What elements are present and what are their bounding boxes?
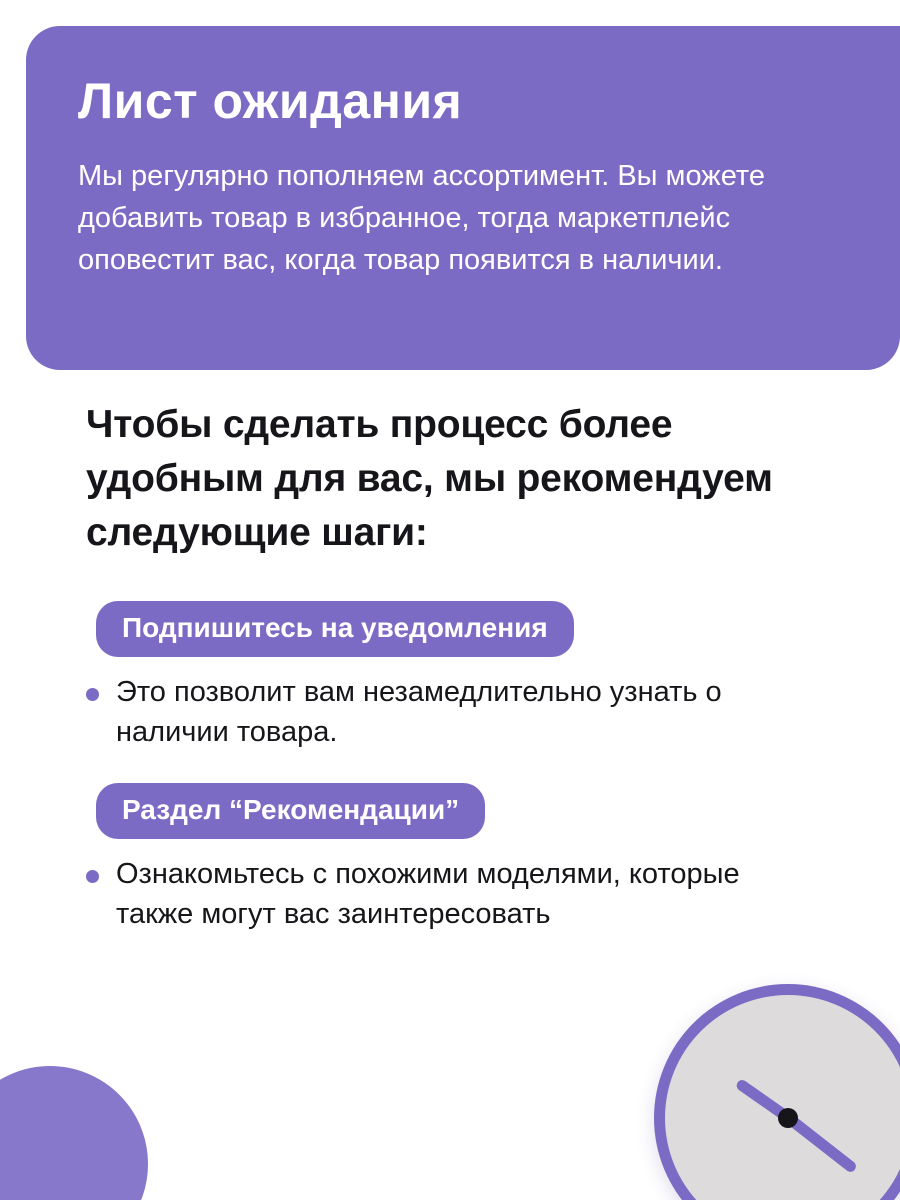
list-item [0, 783, 900, 934]
hero-card [26, 26, 900, 370]
step-bullet-text: Ознакомьтесь с похожими моделями, которые также могут вас заинтересовать [116, 857, 740, 930]
step-bullet-recommendations [86, 855, 786, 934]
clock-face [665, 995, 900, 1200]
circle-decoration-icon [0, 1066, 148, 1200]
clock-center-pin [778, 1108, 798, 1128]
main-content [0, 398, 900, 964]
steps-list [0, 601, 900, 934]
step-badge-recommendations: Раздел “Рекомендации” [96, 783, 485, 839]
step-badge-notifications: Подпишитесь на уведомления [96, 601, 574, 657]
section-heading: Чтобы сделать процесс более удобным для вас, мы рекомендуем следующие шаги: [86, 403, 773, 554]
step-bullet-notifications [86, 673, 786, 752]
page-title: Лист ожидания [78, 73, 463, 129]
hero-description: Мы регулярно пополняем ассортимент. Вы можете добавить товар в избранное, тогда маркетплейс оповестит вас, когда товар появится в наличии. [78, 160, 765, 277]
clock-icon [654, 984, 900, 1200]
bullet-dot-icon [86, 688, 99, 701]
list-item [0, 601, 900, 752]
step-bullet-text: Это позволит вам незамедлительно узнать о наличии товара. [116, 676, 722, 749]
bullet-dot-icon [86, 870, 99, 883]
